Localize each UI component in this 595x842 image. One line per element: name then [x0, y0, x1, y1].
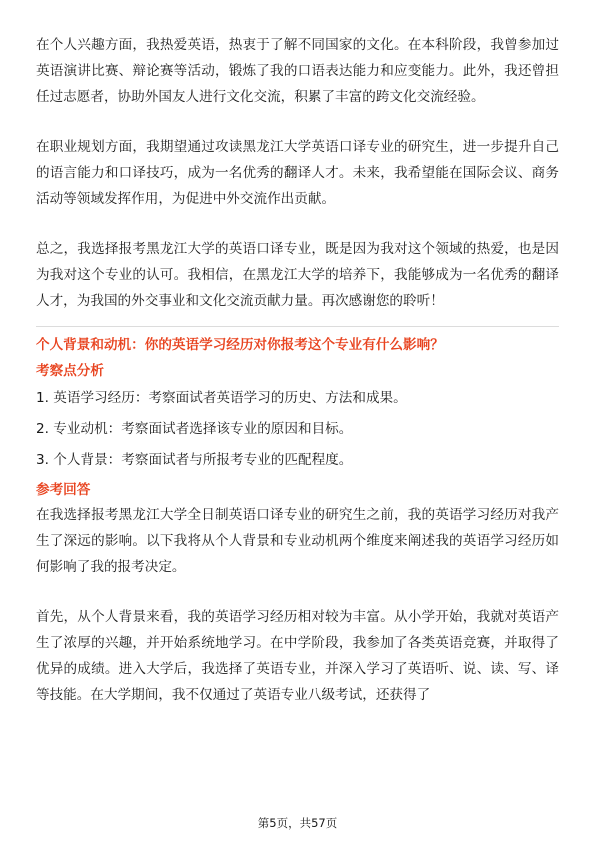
answer-paragraph-intro: 在我选择报考黑龙江大学全日制英语口译专业的研究生之前，我的英语学习经历对我产生了深远的影响。以下我将从个人背景和专业动机两个维度来阐述我的英语学习经历如何影响了我的报考决定。: [36, 507, 559, 575]
question-title: 个人背景和动机：你的英语学习经历对你报考这个专业有什么影响？: [36, 337, 444, 353]
intro-paragraph-interest: 在个人兴趣方面，我热爱英语，热衷于了解不同国家的文化。在本科阶段，我曾参加过英语演讲比赛、辩论赛等活动，锻炼了我的口语表达能力和应变能力。此外，我还曾担任过志愿者，协助外国友人进行文化交流，积累了丰富的跨文化交流经验。: [36, 37, 559, 105]
document-page: [36, 32, 559, 708]
answer-heading: 参考回答: [36, 482, 91, 498]
intro-paragraph-conclusion: 总之，我选择报考黑龙江大学的英语口译专业，既是因为我对这个领域的热爱，也是因为我对这个专业的认可。我相信，在黑龙江大学的培养下，我能够成为一名优秀的翻译人才，为我国的外交事业和文化交流贡献力量。再次感谢您的聆听！: [36, 241, 559, 309]
intro-paragraph-career: 在职业规划方面，我期望通过攻读黑龙江大学英语口译专业的研究生，进一步提升自己的语言能力和口译技巧，成为一名优秀的翻译人才。未来，我希望能在国际会议、商务活动等领域发挥作用，为促进中外交流作出贡献。: [36, 139, 559, 207]
analysis-heading: 考察点分析: [36, 363, 104, 379]
answer-paragraph-background: 首先，从个人背景来看，我的英语学习经历相对较为丰富。从小学开始，我就对英语产生了浓厚的兴趣，并开始系统地学习。在中学阶段，我参加了各类英语竞赛，并取得了优异的成绩。进入大学后，我选择了英语专业，并深入学习了英语听、说、读、写、译等技能。在大学期间，我不仅通过了英语专业八级考试，还获得了: [36, 609, 559, 703]
page-number-footer: 第5页，共57页: [257, 816, 338, 830]
paragraph-gap: [36, 212, 559, 236]
paragraph-gap: [36, 110, 559, 134]
analysis-point-2: 2. 专业动机：考察面试者选择该专业的原因和目标。: [36, 421, 353, 437]
analysis-point-1: 1. 英语学习经历：考察面试者英语学习的历史、方法和成果。: [36, 390, 407, 406]
paragraph-gap: [36, 580, 559, 604]
section-divider: [36, 326, 559, 327]
analysis-point-3: 3. 个人背景：考察面试者与所报考专业的匹配程度。: [36, 452, 353, 468]
